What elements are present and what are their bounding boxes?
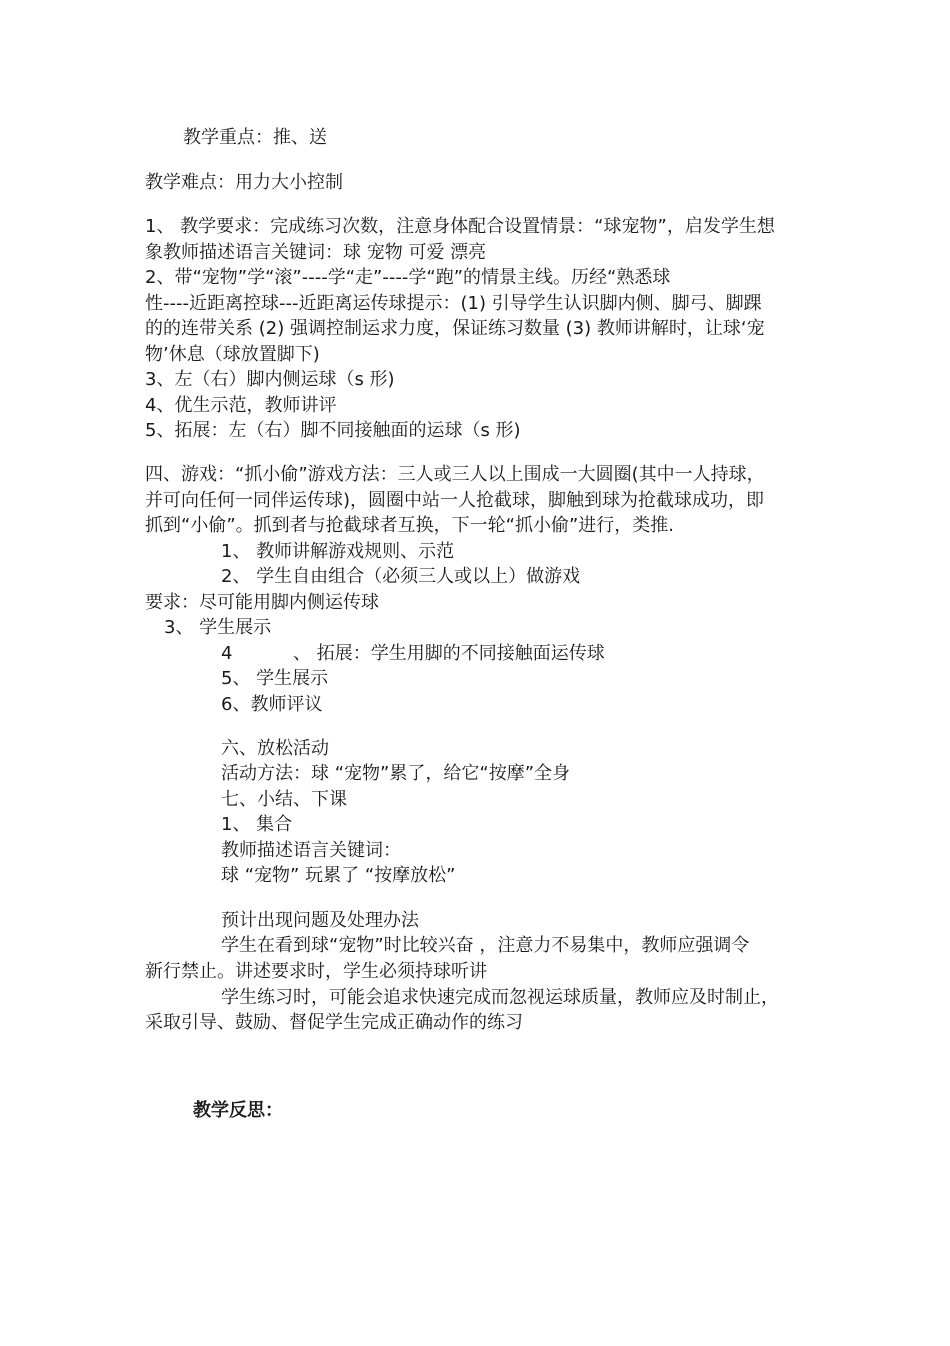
- text-line: 1、 教学要求：完成练习次数，注意身体配合设置情景：“球宠物”，启发学生想: [145, 216, 775, 237]
- text-line: 并可向任何一同伴运传球)，圆圈中站一人抢截球，脚触到球为抢截球成功，即: [145, 490, 765, 511]
- relax-section: 六、放松活动: [221, 738, 329, 759]
- text-line: 要求：尽可能用脚内侧运传球: [145, 592, 379, 613]
- text-line: 性----近距离控球---近距离运传球提示：(1) 引导学生认识脚内侧、脚弓、脚踝: [145, 293, 762, 314]
- text-line: 学生在看到球“宠物”时比较兴奋 ，注意力不易集中，教师应强调令: [221, 935, 750, 956]
- text-line: 象教师描述语言关键词：球 宠物 可爱 漂亮: [145, 242, 487, 263]
- list-item: 3、 学生展示: [164, 617, 272, 638]
- text-line: 3、左（右）脚内侧运球（s 形): [145, 369, 395, 390]
- list-item: 、 拓展：学生用脚的不同接触面运传球: [293, 643, 605, 664]
- text-line: 新行禁止。讲述要求时，学生必须持球听讲: [145, 961, 487, 982]
- list-item: 1、 教师讲解游戏规则、示范: [221, 541, 455, 562]
- game-section: 四、游戏：“抓小偷”游戏方法：三人或三人以上围成一大圆圈(其中一人持球，: [145, 464, 765, 485]
- text-line: 2、带“宠物”学“滚”----学“走”----学“跑”的情景主线。历经“熟悉球: [145, 267, 671, 288]
- problems-heading: 预计出现问题及处理办法: [221, 910, 419, 931]
- teaching-difficulty: 教学难点：用力大小控制: [145, 172, 343, 193]
- teaching-focus: 教学重点：推、送: [183, 127, 327, 148]
- text-line: 5、拓展：左（右）脚不同接触面的运球（s 形): [145, 420, 521, 441]
- text-line: 活动方法：球 “宠物”累了，给它“按摩”全身: [221, 763, 571, 784]
- text-line: 学生练习时，可能会追求快速完成而忽视运球质量，教师应及时制止，: [221, 987, 779, 1008]
- text-line: 的的连带关系 (2) 强调控制运求力度，保证练习数量 (3) 教师讲解时，让球‘宠: [145, 318, 765, 339]
- list-item: 5、 学生展示: [221, 668, 329, 689]
- list-item: 6、教师评议: [221, 694, 323, 715]
- text-line: 抓到“小偷”。抓到者与抢截球者互换，下一轮“抓小偷”进行，类推.: [145, 515, 675, 536]
- list-item: 2、 学生自由组合（必须三人或以上）做游戏: [221, 566, 581, 587]
- reflection-heading: 教学反思：: [193, 1100, 283, 1121]
- text-line: 采取引导、鼓励、督促学生完成正确动作的练习: [145, 1012, 523, 1033]
- text-line: 球 “宠物” 玩累了 “按摩放松”: [221, 865, 456, 886]
- text-line: 物’休息（球放置脚下): [145, 344, 320, 365]
- summary-section: 七、小结、下课: [221, 789, 347, 810]
- text-line: 教师描述语言关键词：: [221, 840, 401, 861]
- list-item-number: 4: [221, 643, 233, 664]
- list-item: 1、 集合: [221, 814, 293, 835]
- text-line: 4、优生示范，教师讲评: [145, 395, 337, 416]
